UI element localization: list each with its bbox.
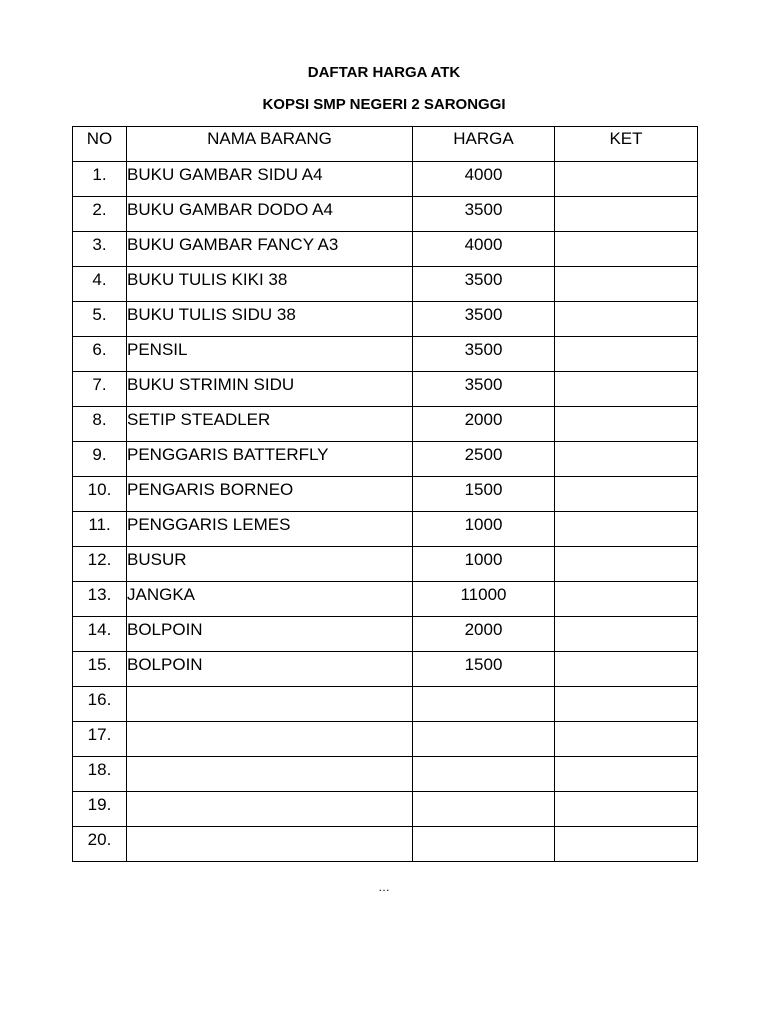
cell-item-name: PENGARIS BORNEO — [127, 477, 413, 512]
cell-ket — [555, 197, 698, 232]
document-subtitle: KOPSI SMP NEGERI 2 SARONGGI — [262, 96, 506, 113]
cell-ket — [555, 582, 698, 617]
cell-item-name: BOLPOIN — [127, 617, 413, 652]
price-table — [72, 126, 698, 862]
cell-price — [413, 827, 555, 862]
cell-no: 16. — [73, 687, 127, 722]
table-row — [73, 267, 698, 302]
table-row — [73, 477, 698, 512]
table-row — [73, 722, 698, 757]
cell-item-name: PENSIL — [127, 337, 413, 372]
cell-ket — [555, 372, 698, 407]
footer-mark: … — [378, 880, 390, 894]
cell-no: 5. — [73, 302, 127, 337]
cell-no: 19. — [73, 792, 127, 827]
cell-no: 20. — [73, 827, 127, 862]
cell-price: 3500 — [413, 267, 555, 302]
cell-price — [413, 722, 555, 757]
cell-ket — [555, 547, 698, 582]
cell-no: 1. — [73, 162, 127, 197]
table-row — [73, 582, 698, 617]
cell-item-name: BUKU GAMBAR FANCY A3 — [127, 232, 413, 267]
table-row — [73, 372, 698, 407]
cell-item-name: PENGGARIS LEMES — [127, 512, 413, 547]
cell-ket — [555, 477, 698, 512]
header-name: NAMA BARANG — [127, 127, 413, 162]
cell-item-name — [127, 757, 413, 792]
cell-item-name: BUKU TULIS SIDU 38 — [127, 302, 413, 337]
cell-item-name: SETIP STEADLER — [127, 407, 413, 442]
table-header-row — [73, 127, 698, 162]
cell-no: 10. — [73, 477, 127, 512]
cell-item-name: BUKU STRIMIN SIDU — [127, 372, 413, 407]
cell-price — [413, 792, 555, 827]
table-row — [73, 337, 698, 372]
cell-no: 18. — [73, 757, 127, 792]
table-row — [73, 617, 698, 652]
cell-no: 12. — [73, 547, 127, 582]
cell-item-name: BUSUR — [127, 547, 413, 582]
cell-ket — [555, 652, 698, 687]
cell-item-name — [127, 722, 413, 757]
cell-item-name: BOLPOIN — [127, 652, 413, 687]
cell-ket — [555, 792, 698, 827]
header-price: HARGA — [413, 127, 555, 162]
table-row — [73, 792, 698, 827]
cell-price: 3500 — [413, 372, 555, 407]
cell-ket — [555, 232, 698, 267]
table-row — [73, 302, 698, 337]
cell-ket — [555, 162, 698, 197]
cell-price: 1500 — [413, 477, 555, 512]
cell-no: 17. — [73, 722, 127, 757]
cell-no: 11. — [73, 512, 127, 547]
header-ket: KET — [555, 127, 698, 162]
cell-ket — [555, 827, 698, 862]
cell-ket — [555, 442, 698, 477]
cell-price — [413, 757, 555, 792]
table-row — [73, 547, 698, 582]
cell-price: 1500 — [413, 652, 555, 687]
cell-no: 4. — [73, 267, 127, 302]
cell-item-name — [127, 687, 413, 722]
table-row — [73, 232, 698, 267]
cell-price: 2000 — [413, 617, 555, 652]
cell-no: 3. — [73, 232, 127, 267]
cell-no: 15. — [73, 652, 127, 687]
cell-price: 4000 — [413, 232, 555, 267]
cell-no: 9. — [73, 442, 127, 477]
cell-price: 1000 — [413, 547, 555, 582]
cell-ket — [555, 617, 698, 652]
cell-price — [413, 687, 555, 722]
cell-price: 1000 — [413, 512, 555, 547]
cell-item-name: BUKU GAMBAR SIDU A4 — [127, 162, 413, 197]
cell-no: 6. — [73, 337, 127, 372]
cell-price: 3500 — [413, 197, 555, 232]
cell-price: 2500 — [413, 442, 555, 477]
table-row — [73, 652, 698, 687]
cell-item-name: JANGKA — [127, 582, 413, 617]
cell-price: 3500 — [413, 337, 555, 372]
document-title: DAFTAR HARGA ATK — [307, 64, 461, 81]
cell-item-name: BUKU GAMBAR DODO A4 — [127, 197, 413, 232]
cell-ket — [555, 687, 698, 722]
cell-no: 8. — [73, 407, 127, 442]
table-row — [73, 407, 698, 442]
cell-ket — [555, 337, 698, 372]
cell-price: 3500 — [413, 302, 555, 337]
cell-item-name: PENGGARIS BATTERFLY — [127, 442, 413, 477]
cell-ket — [555, 267, 698, 302]
cell-ket — [555, 302, 698, 337]
table-body — [73, 162, 698, 862]
cell-item-name: BUKU TULIS KIKI 38 — [127, 267, 413, 302]
cell-ket — [555, 722, 698, 757]
cell-price: 4000 — [413, 162, 555, 197]
table-row — [73, 512, 698, 547]
cell-ket — [555, 512, 698, 547]
table-row — [73, 197, 698, 232]
cell-price: 2000 — [413, 407, 555, 442]
table-row — [73, 162, 698, 197]
table-row — [73, 687, 698, 722]
cell-no: 13. — [73, 582, 127, 617]
table-row — [73, 757, 698, 792]
cell-item-name — [127, 792, 413, 827]
cell-no: 7. — [73, 372, 127, 407]
cell-price: 11000 — [413, 582, 555, 617]
cell-ket — [555, 407, 698, 442]
cell-no: 2. — [73, 197, 127, 232]
cell-ket — [555, 757, 698, 792]
cell-no: 14. — [73, 617, 127, 652]
table-row — [73, 442, 698, 477]
header-no: NO — [73, 127, 127, 162]
cell-item-name — [127, 827, 413, 862]
table-row — [73, 827, 698, 862]
